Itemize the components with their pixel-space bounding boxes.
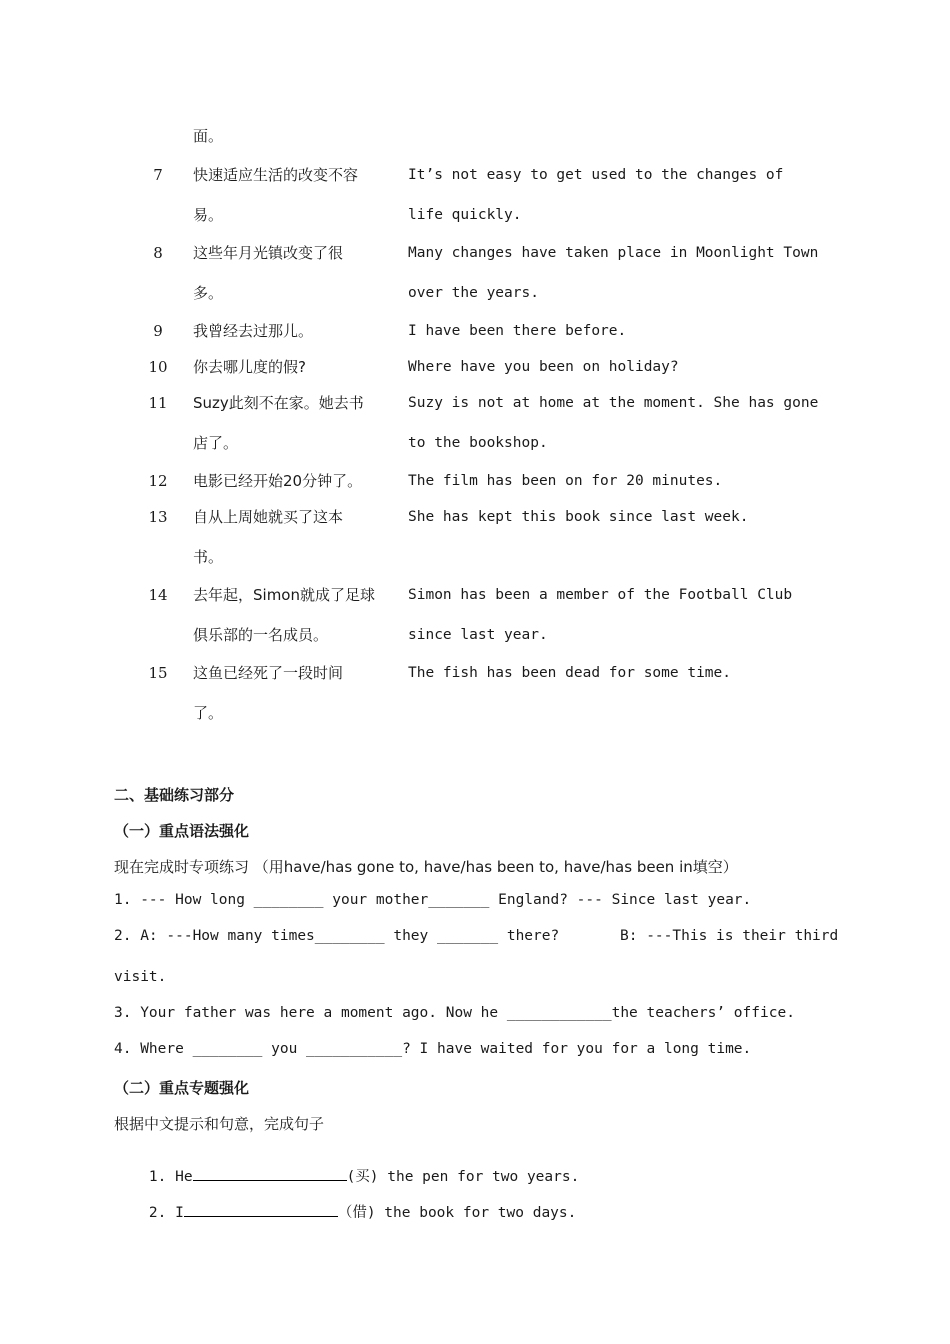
english-sentence: [408, 347, 828, 387]
chinese-sentence: [193, 233, 393, 313]
carry-over-text: 面。: [193, 127, 224, 145]
sentence-2: [114, 1185, 576, 1238]
chinese-sentence: [193, 653, 393, 733]
chinese-sentence: [193, 497, 393, 577]
chinese-line: 自从上周她就买了这本: [193, 508, 344, 526]
chinese-sentence: [193, 347, 393, 387]
question-2-part-b: B: ---This is their third: [620, 928, 839, 944]
row-number: 7: [153, 166, 163, 184]
chinese-sentence: [193, 383, 393, 463]
english-line: The film has been on for 20 minutes.: [408, 473, 723, 489]
question-3: 3. Your father was here a moment ago. Now he ____________the teachers’ office.: [114, 1005, 795, 1021]
sentence-1-start: 1. He: [148, 1169, 193, 1185]
chinese-line: 易。: [193, 206, 224, 224]
chinese-line: 俱乐部的一名成员。: [193, 626, 329, 644]
chinese-line: 你去哪儿度的假?: [193, 358, 306, 376]
chinese-line: 多。: [193, 284, 224, 302]
chinese-sentence: [193, 311, 393, 351]
english-line: Suzy is not at home at the moment. She has gone: [408, 395, 819, 411]
sentence-1-blank[interactable]: [193, 1166, 347, 1181]
chinese-line: 电影已经开始20分钟了。: [193, 472, 363, 490]
subsection-grammar: （一）重点语法强化: [114, 822, 250, 840]
english-sentence: [408, 653, 828, 693]
row-number: 8: [153, 244, 163, 262]
english-sentence: [408, 233, 828, 313]
english-line: Where have you been on holiday?: [408, 359, 679, 375]
english-sentence: [408, 383, 828, 463]
chinese-sentence: [193, 575, 393, 655]
subsection-topic: （二）重点专题强化: [114, 1079, 250, 1097]
english-sentence: [408, 461, 828, 501]
topic-instruction: 根据中文提示和句意，完成句子: [114, 1115, 325, 1133]
chinese-line: 我曾经去过那儿。: [193, 322, 314, 340]
row-number: 9: [153, 322, 163, 340]
chinese-line: 去年起，Simon就成了足球: [193, 586, 375, 604]
english-line: I have been there before.: [408, 323, 627, 339]
english-line: It’s not easy to get used to the changes of: [408, 167, 784, 183]
section-title: 二、基础练习部分: [114, 786, 235, 804]
english-line: Many changes have taken place in Moonlight Town: [408, 245, 819, 261]
row-number: 11: [148, 394, 168, 412]
english-sentence: [408, 155, 828, 235]
english-line: The fish has been dead for some time.: [408, 665, 732, 681]
english-line: since last year.: [408, 627, 548, 643]
chinese-line: Suzy此刻不在家。她去书: [193, 394, 364, 412]
chinese-sentence: [193, 155, 393, 235]
row-number: 12: [148, 472, 168, 490]
question-2-part-a: 2. A: ---How many times________ they _______ there?: [114, 928, 560, 944]
english-line: to the bookshop.: [408, 435, 548, 451]
chinese-line: 店了。: [193, 434, 239, 452]
chinese-line: 这些年月光镇改变了很: [193, 244, 344, 262]
english-sentence: [408, 311, 828, 351]
english-sentence: [408, 575, 828, 655]
english-line: Simon has been a member of the Football Club: [408, 587, 793, 603]
sentence-1-end: (买) the pen for two years.: [346, 1169, 580, 1185]
english-sentence: [408, 497, 828, 537]
chinese-line: 了。: [193, 704, 224, 722]
row-number: 14: [148, 586, 168, 604]
question-1: 1. --- How long ________ your mother_______ England? --- Since last year.: [114, 892, 752, 908]
english-line: She has kept this book since last week.: [408, 509, 749, 525]
english-line: over the years.: [408, 285, 539, 301]
row-number: 10: [148, 358, 168, 376]
chinese-sentence: [193, 461, 393, 501]
chinese-line: 书。: [193, 548, 224, 566]
grammar-instruction: 现在完成时专项练习 （用have/has gone to, have/has been to, have/has been in填空）: [114, 858, 738, 876]
question-4: 4. Where ________ you ___________? I have waited for you for a long time.: [114, 1041, 752, 1057]
chinese-line: 快速适应生活的改变不容: [193, 166, 359, 184]
sentence-2-end: （借) the book for two days.: [337, 1205, 577, 1221]
chinese-line: 这鱼已经死了一段时间: [193, 664, 344, 682]
row-number: 15: [148, 664, 168, 682]
row-number: 13: [148, 508, 168, 526]
sentence-2-blank[interactable]: [184, 1202, 338, 1217]
english-line: life quickly.: [408, 207, 522, 223]
sentence-2-start: 2. I: [148, 1205, 184, 1221]
question-2-part-c: visit.: [114, 969, 167, 985]
